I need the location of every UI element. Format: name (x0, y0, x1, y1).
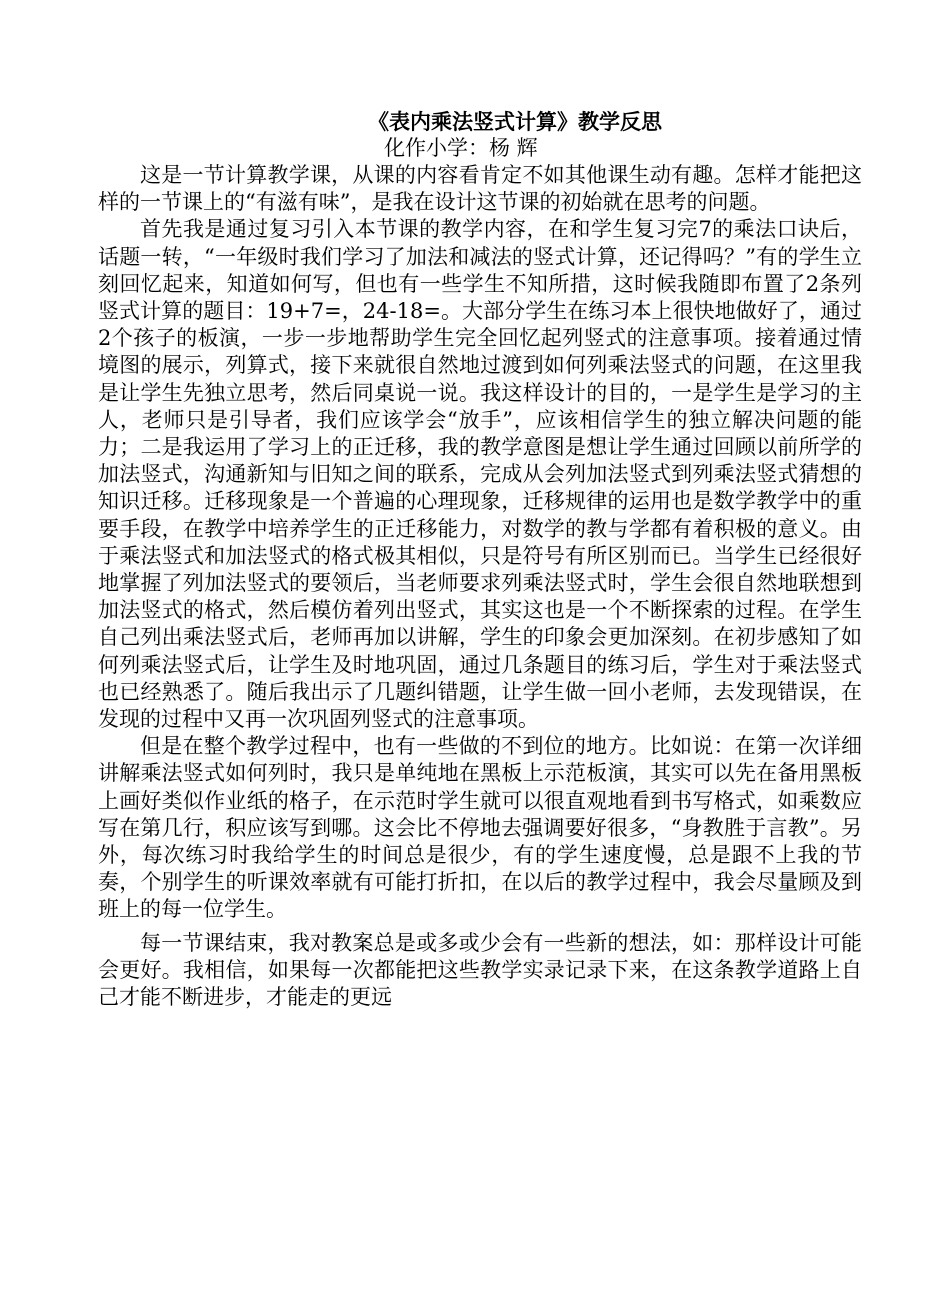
document-title: 《表内乘法竖式计算》教学反思 (368, 109, 662, 134)
document-page (98, 108, 862, 1011)
paragraph-conclusion: 每一节课结束，我对教案总是或多或少会有一些新的想法，如：那样设计可能会更好。我相信，如果每一次都能把这些教学实录记录下来，在这条教学道路上自己才能不断进步，才能走的更远 (98, 930, 862, 1010)
paragraph-shortcomings: 但是在整个教学过程中，也有一些做的不到位的地方。比如说：在第一次详细讲解乘法竖式如何列时，我只是单纯地在黑板上示范板演，其实可以先在备用黑板上画好类似作业纸的格子，在示范时学生就可以很直观地看到书写格式，如乘数应写在第几行，积应该写到哪。这会比不停地去强调要好很多，“身教胜于言教”。另外，每次练习时我给学生的时间总是很少，有的学生速度慢，总是跟不上我的节奏，个别学生的听课效率就有可能打折扣，在以后的教学过程中，我会尽量顾及到班上的每一位学生。 (98, 734, 862, 922)
paragraph-intro: 这是一节计算教学课，从课的内容看肯定不如其他课生动有趣。怎样才能把这样的一节课上的“有滋有味”，是我在设计这节课的初始就在思考的问题。 (98, 163, 862, 215)
document-author: 化作小学：杨 辉 (384, 136, 538, 160)
paragraph-process: 首先我是通过复习引入本节课的教学内容，在和学生复习完7的乘法口诀后，话题一转，“一年级时我们学习了加法和减法的竖式计算，还记得吗？”有的学生立刻回忆起来，知道如何写，但也有一些学生不知所措，这时候我随即布置了2条列竖式计算的题目：19+7=，24-18=。大部分学生在练习本上很快地做好了，通过2个孩子的板演，一步一步地帮助学生完全回忆起列竖式的注意事项。接着通过情境图的展示，列算式，接下来就很自然地过渡到如何列乘法竖式的问题，在这里我是让学生先独立思考，然后同桌说一说。我这样设计的目的，一是学生是学习的主人，老师只是引导者，我们应该学会“放手”，应该相信学生的独立解决问题的能力；二是我运用了学习上的正迁移，我的教学意图是想让学生通过回顾以前所学的加法竖式，沟通新知与旧知之间的联系，完成从会列加法竖式到列乘法竖式猜想的知识迁移。迁移现象是一个普遍的心理现象，迁移规律的运用也是数学教学中的重要手段，在教学中培养学生的正迁移能力，对数学的教与学都有着积极的意义。由于乘法竖式和加法竖式的格式极其相似，只是符号有所区别而已。当学生已经很好地掌握了列加法竖式的要领后，当老师要求列乘法竖式时，学生会很自然地联想到加法竖式的格式，然后模仿着列出竖式，其实这也是一个不断探索的过程。在学生自己列出乘法竖式后，老师再加以讲解，学生的印象会更加深刻。在初步感知了如何列乘法竖式后，让学生及时地巩固，通过几条题目的练习后，学生对于乘法竖式也已经熟悉了。随后我出示了几题纠错题，让学生做一回小老师，去发现错误，在发现的过程中又再一次巩固列竖式的注意事项。 (98, 217, 862, 732)
